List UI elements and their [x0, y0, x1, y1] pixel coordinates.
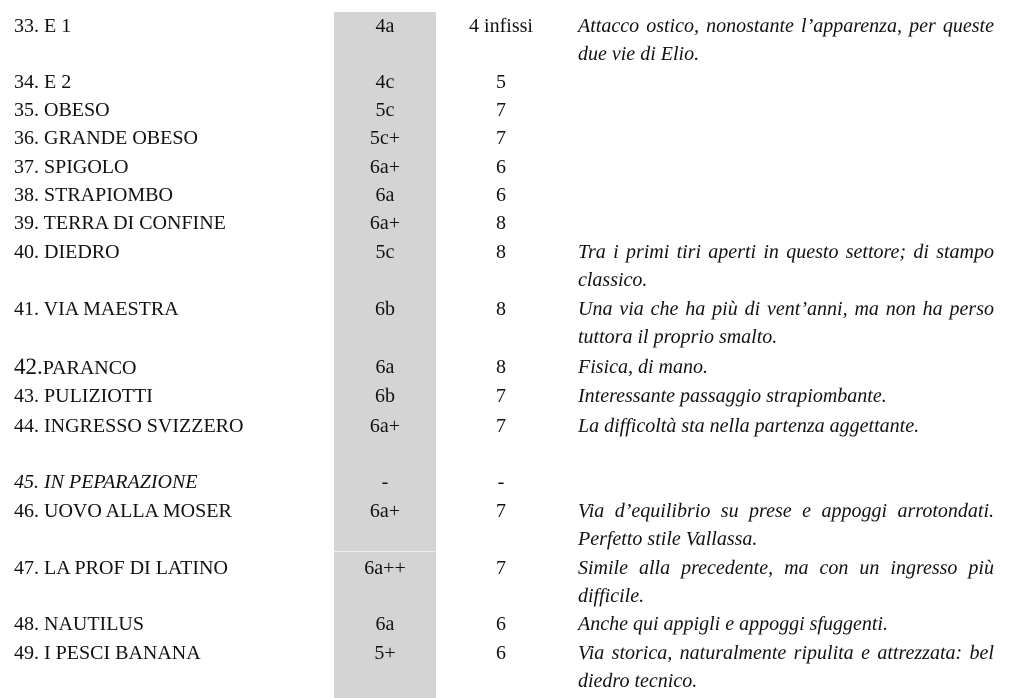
route-name: [14, 639, 201, 667]
route-bolts: 6: [496, 642, 506, 664]
route-title: PARANCO: [42, 357, 137, 379]
route-name: [14, 124, 198, 152]
route-grade: 4c: [375, 71, 395, 93]
route-title: TERRA DI CONFINE: [43, 212, 226, 234]
route-bolts: 8: [496, 356, 506, 378]
route-bolts: 8: [496, 241, 506, 263]
route-bolts: -: [497, 471, 505, 493]
route-title: PULIZIOTTI: [44, 385, 153, 407]
route-name: [14, 295, 179, 323]
route-grade: 6a+: [369, 156, 401, 178]
route-name: [14, 181, 173, 209]
route-grade: 6a+: [369, 415, 401, 437]
route-bolts: 4 infissi: [469, 15, 533, 37]
route-grade: 6a: [375, 613, 395, 635]
route-title: SPIGOLO: [44, 156, 129, 178]
route-title: I PESCI BANANA: [44, 642, 201, 664]
route-bolts: 7: [496, 385, 506, 407]
route-number: 37.: [14, 156, 39, 178]
route-name: [14, 68, 71, 96]
route-number: 42.: [14, 354, 43, 379]
route-bolts: 7: [496, 127, 506, 149]
route-grade: 6b: [375, 298, 395, 320]
route-number: 35.: [14, 99, 39, 121]
route-grade: 4a: [375, 15, 395, 37]
route-note: Attacco ostico, nonostante l’apparenza, per queste due vie di Elio.: [578, 15, 994, 65]
route-bolts: 6: [496, 156, 506, 178]
route-note: La difficoltà sta nella partenza aggettante.: [578, 415, 920, 437]
route-name: [14, 497, 232, 525]
route-title: VIA MAESTRA: [43, 298, 179, 320]
route-number: 40.: [14, 241, 39, 263]
route-bolts: 7: [496, 500, 506, 522]
route-title: E 2: [44, 71, 72, 93]
route-number: 39.: [14, 212, 39, 234]
route-number: 38.: [14, 184, 39, 206]
route-title: OBESO: [44, 99, 110, 121]
route-number: 45.: [14, 471, 39, 493]
route-number: 44.: [14, 415, 39, 437]
route-name: [14, 382, 153, 410]
route-bolts: 6: [496, 184, 506, 206]
route-grade: -: [381, 471, 389, 493]
route-title: IN PEPARAZIONE: [44, 471, 198, 493]
route-number: 46.: [14, 500, 39, 522]
route-number: 41.: [14, 298, 39, 320]
route-name: [14, 468, 198, 496]
route-bolts: 7: [496, 415, 506, 437]
route-name: [14, 554, 228, 582]
route-name: [14, 96, 110, 124]
route-note: Via storica, naturalmente ripulita e attrezzata: bel diedro tecnico.: [578, 642, 994, 692]
route-grade: 6a: [375, 356, 395, 378]
route-note: Anche qui appigli e appoggi sfuggenti.: [578, 613, 888, 635]
route-name: [14, 12, 71, 40]
route-bolts: 6: [496, 613, 506, 635]
route-grade: 5c+: [369, 127, 401, 149]
route-name: [14, 209, 226, 237]
route-number: 48.: [14, 613, 39, 635]
route-name: [14, 610, 144, 638]
grade-column-divider: [334, 551, 436, 552]
route-note: Simile alla precedente, ma con un ingresso più difficile.: [578, 557, 994, 607]
route-bolts: 5: [496, 71, 506, 93]
route-grade: 6a+: [369, 212, 401, 234]
route-grade: 6a++: [364, 557, 406, 579]
route-number: 33.: [14, 15, 39, 37]
route-name: [14, 153, 128, 181]
route-bolts: 7: [496, 99, 506, 121]
route-bolts: 7: [496, 557, 506, 579]
route-note: Una via che ha più di vent’anni, ma non ha perso tuttora il proprio smalto.: [578, 298, 994, 348]
route-number: 49.: [14, 642, 39, 664]
route-title: INGRESSO SVIZZERO: [44, 415, 244, 437]
route-note: Fisica, di mano.: [578, 356, 708, 378]
route-number: 43.: [14, 385, 39, 407]
route-number: 36.: [14, 127, 39, 149]
route-name: [14, 353, 137, 382]
route-title: DIEDRO: [44, 241, 120, 263]
route-note: Tra i primi tiri aperti in questo settore; di stampo classico.: [578, 241, 994, 291]
route-bolts: 8: [496, 212, 506, 234]
route-title: NAUTILUS: [44, 613, 144, 635]
route-title: LA PROF DI LATINO: [44, 557, 228, 579]
route-grade: 5+: [374, 642, 396, 664]
route-number: 34.: [14, 71, 39, 93]
route-title: E 1: [44, 15, 72, 37]
route-title: UOVO ALLA MOSER: [44, 500, 232, 522]
route-note: Via d’equilibrio su prese e appoggi arrotondati. Perfetto stile Vallassa.: [578, 500, 994, 550]
route-number: 47.: [14, 557, 39, 579]
route-grade: 6a: [375, 184, 395, 206]
route-grade: 6b: [375, 385, 395, 407]
route-title: GRANDE OBESO: [44, 127, 198, 149]
route-name: [14, 238, 120, 266]
route-name: [14, 412, 243, 440]
route-bolts: 8: [496, 298, 506, 320]
route-grade: 6a+: [369, 500, 401, 522]
route-grade: 5c: [375, 99, 395, 121]
route-grade: 5c: [375, 241, 395, 263]
route-title: STRAPIOMBO: [44, 184, 173, 206]
route-note: Interessante passaggio strapiombante.: [578, 385, 887, 407]
